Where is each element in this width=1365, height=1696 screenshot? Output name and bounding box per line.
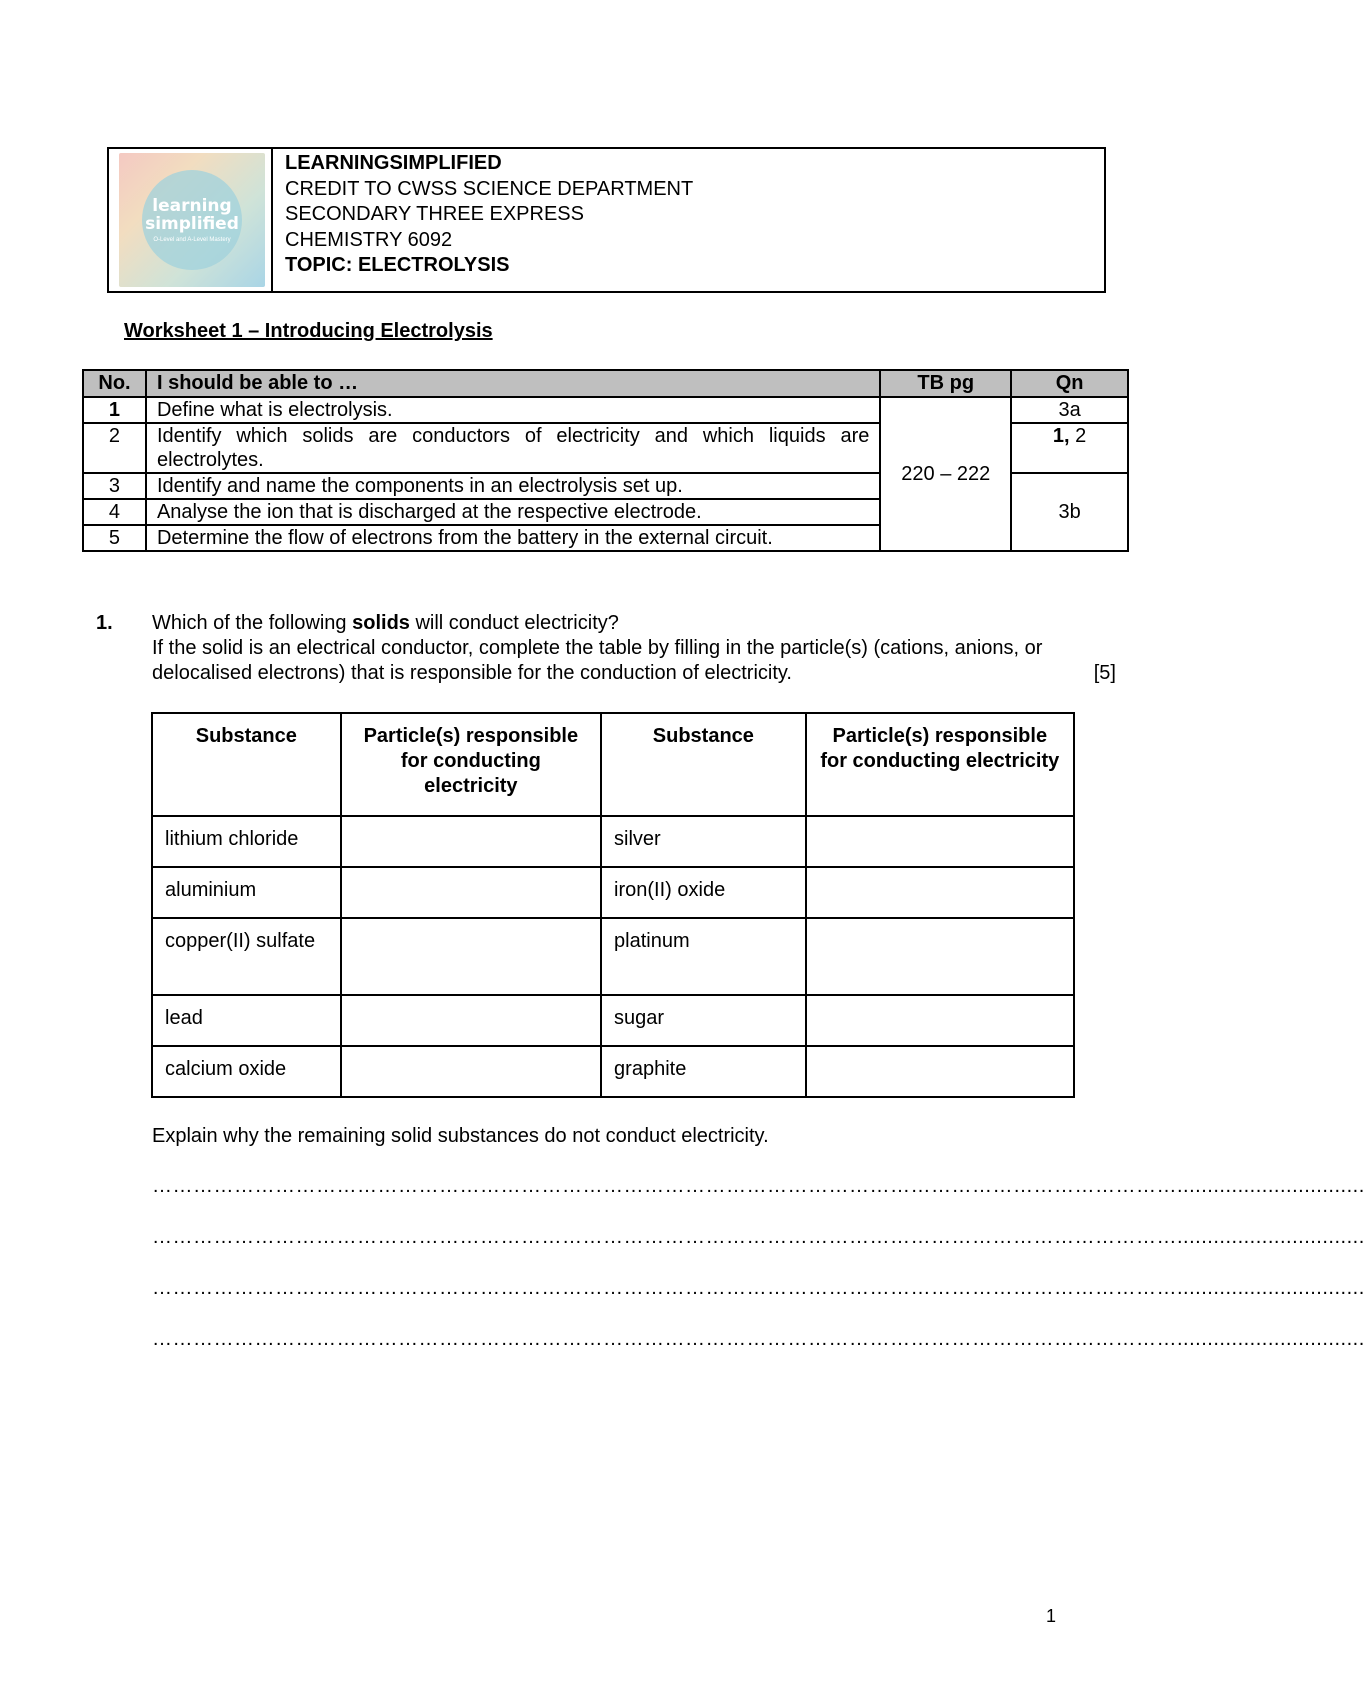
answer-line[interactable]: ……………………………………………………………………………………………………………………………………............................... — [152, 1277, 1365, 1299]
objective-text: Determine the flow of electrons from the battery in the external circuit. — [146, 525, 880, 551]
answer-cell[interactable] — [341, 816, 601, 867]
substance-cell: lead — [152, 995, 341, 1046]
header-no: No. — [83, 370, 146, 397]
objectives-header-row — [83, 370, 1128, 397]
substance-cell: sugar — [601, 995, 806, 1046]
substance-cell: silver — [601, 816, 806, 867]
learning-simplified-logo-icon — [119, 153, 265, 287]
answer-cell[interactable] — [806, 1046, 1074, 1097]
explain-prompt: Explain why the remaining solid substances do not conduct electricity. — [152, 1125, 769, 1147]
header-line-subject: CHEMISTRY 6092 — [285, 228, 453, 251]
answer-cell[interactable] — [341, 1046, 601, 1097]
answer-cell[interactable] — [806, 918, 1074, 995]
answer-cell[interactable] — [341, 918, 601, 995]
logo-circle — [142, 170, 242, 270]
substance-cell: lithium chloride — [152, 816, 341, 867]
logo-cell — [109, 149, 273, 291]
question-line-2: If the solid is an electrical conductor, complete the table by filling in the particle(s) (cations, anions, or delocalised electrons) that is responsible for the conduction of electricity. — [152, 637, 1043, 684]
objective-text: Define what is electrolysis. — [146, 397, 880, 423]
objective-no: 2 — [83, 423, 146, 473]
qn-cell: 1, 2 — [1011, 423, 1128, 473]
header-substance: Substance — [152, 713, 341, 816]
substance-row — [152, 816, 1074, 867]
qn-cell: 3a — [1011, 397, 1128, 423]
substance-cell: copper(II) sulfate — [152, 918, 341, 995]
substance-cell: aluminium — [152, 867, 341, 918]
substance-cell: graphite — [601, 1046, 806, 1097]
header-box — [107, 147, 1106, 293]
header-line-brand: LEARNINGSIMPLIFIED — [285, 152, 502, 174]
objective-row — [83, 397, 1128, 423]
answer-cell[interactable] — [806, 995, 1074, 1046]
answer-line[interactable]: ……………………………………………………………………………………………………………………………………............................... — [152, 1328, 1365, 1350]
objectives-table — [82, 369, 1129, 552]
answer-line[interactable]: ……………………………………………………………………………………………………………………………………............................... — [152, 1175, 1365, 1197]
substance-row — [152, 867, 1074, 918]
question-body — [152, 611, 1116, 686]
header-tb-pg: TB pg — [880, 370, 1011, 397]
logo-word-learning: learning — [152, 195, 232, 216]
substance-row — [152, 1046, 1074, 1097]
answer-line[interactable]: ……………………………………………………………………………………………………………………………………............................... — [152, 1226, 1365, 1248]
substance-row — [152, 995, 1074, 1046]
substance-cell: calcium oxide — [152, 1046, 341, 1097]
answer-cell[interactable] — [341, 867, 601, 918]
qn-bold-part: 1, — [1052, 425, 1070, 447]
question-number: 1. — [96, 612, 113, 634]
substances-header-row — [152, 713, 1074, 816]
worksheet-title: Worksheet 1 – Introducing Electrolysis — [124, 320, 493, 342]
logo-word-simplified: simplified — [145, 213, 239, 234]
header-particles: Particle(s) responsible for conducting electricity — [806, 713, 1074, 816]
header-objective: I should be able to … — [146, 370, 880, 397]
question-marks: [5] — [1093, 662, 1116, 684]
objective-text: Analyse the ion that is discharged at the respective electrode. — [146, 499, 880, 525]
substance-cell: platinum — [601, 918, 806, 995]
objective-no: 5 — [83, 525, 146, 551]
substance-row — [152, 918, 1074, 995]
objective-text: Identify and name the components in an electrolysis set up. — [146, 473, 880, 499]
header-line-topic: TOPIC: ELECTROLYSIS — [285, 254, 510, 276]
substances-table — [151, 712, 1075, 1098]
header-text — [273, 149, 705, 291]
answer-cell[interactable] — [806, 816, 1074, 867]
question-line-1: Which of the following solids will conduct electricity? — [152, 612, 619, 634]
header-line-level: SECONDARY THREE EXPRESS — [285, 203, 584, 225]
substance-cell: iron(II) oxide — [601, 867, 806, 918]
answer-cell[interactable] — [341, 995, 601, 1046]
logo-tagline: O-Level and A-Level Mastery — [153, 236, 231, 243]
page-number: 1 — [1046, 1606, 1057, 1626]
header-substance: Substance — [601, 713, 806, 816]
answer-cell[interactable] — [806, 867, 1074, 918]
objective-no: 1 — [83, 397, 146, 423]
qn-cell: 3b — [1011, 473, 1128, 551]
objective-text: Identify which solids are conductors of electricity and which liquids are electrolytes. — [146, 423, 880, 473]
header-qn: Qn — [1011, 370, 1128, 397]
tb-pages: 220 – 222 — [880, 397, 1011, 551]
objective-no: 3 — [83, 473, 146, 499]
objective-no: 4 — [83, 499, 146, 525]
header-particles: Particle(s) responsible for conducting electricity — [341, 713, 601, 816]
header-line-credit: CREDIT TO CWSS SCIENCE DEPARTMENT — [285, 177, 694, 200]
